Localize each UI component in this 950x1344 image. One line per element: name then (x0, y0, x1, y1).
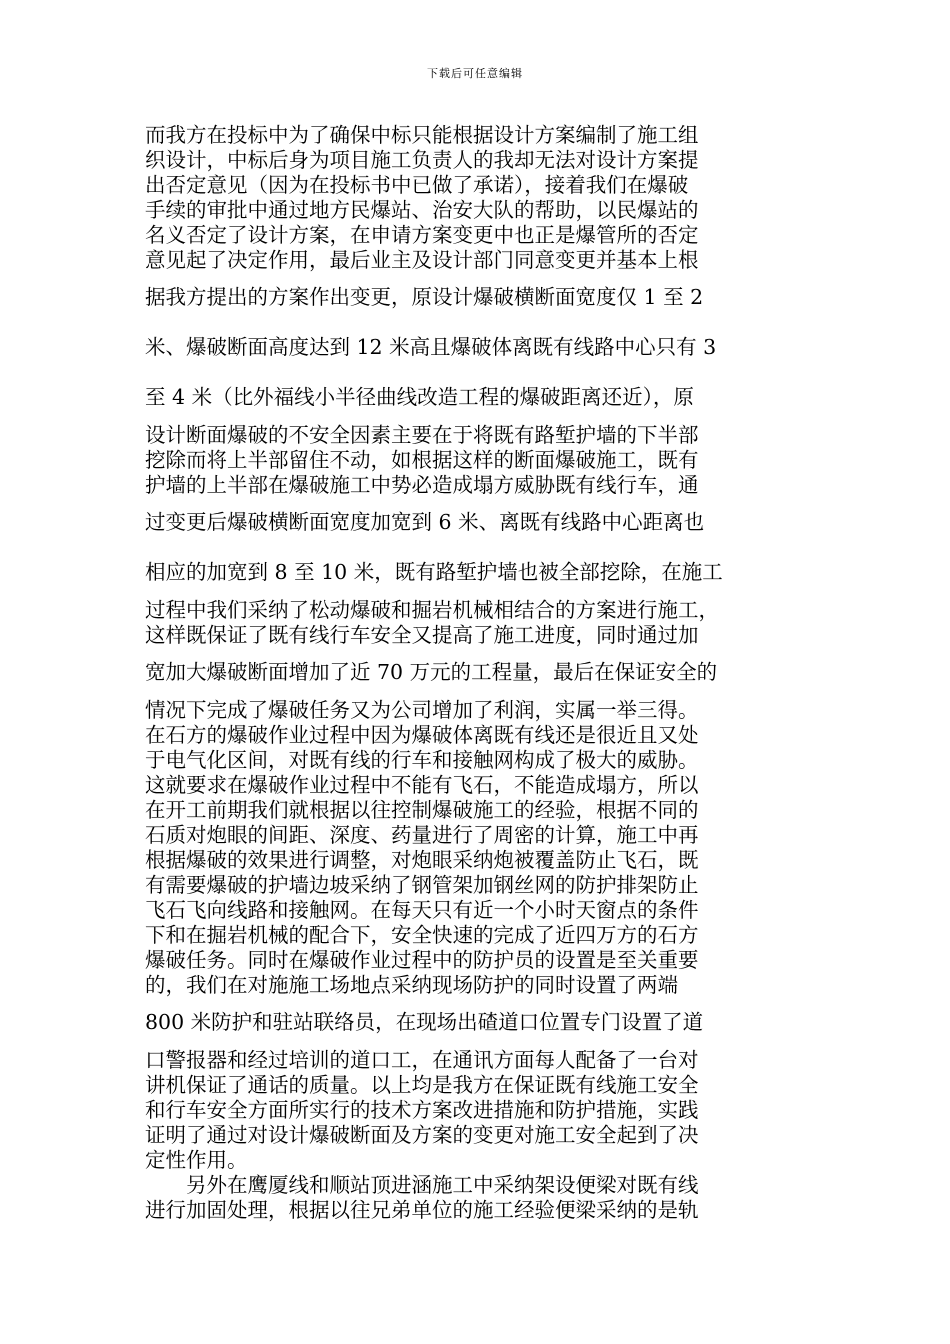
text-line: 过变更后爆破横断面宽度加宽到 6 米、离既有线路中心距离也 (145, 510, 705, 534)
text-line: 米、爆破断面高度达到 12 米高且爆破体离既有线路中心只有 3 (145, 335, 717, 359)
text-line-indented: 另外在鹰厦线和顺站顶进涵施工中采纳架设便梁对既有线 (186, 1173, 699, 1197)
text-line: 于电气化区间，对既有线的行车和接触网构成了极大的威胁。 (145, 748, 699, 772)
text-line: 出否定意见（因为在投标书中已做了承诺），接着我们在爆破 (145, 173, 689, 197)
text-line: 这就要求在爆破作业过程中不能有飞石，不能造成塌方，所以 (145, 773, 699, 797)
text-line: 护墙的上半部在爆破施工中势必造成塌方威胁既有线行车，通 (145, 473, 699, 497)
text-line: 800 米防护和驻站联络员，在现场出碴道口位置专门设置了道 (145, 1010, 704, 1034)
text-line: 名义否定了设计方案，在申请方案变更中也正是爆管所的否定 (145, 223, 699, 247)
text-line: 在石方的爆破作业过程中因为爆破体离既有线还是很近且又处 (145, 723, 699, 747)
text-line: 至 4 米（比外福线小半径曲线改造工程的爆破距离还近），原 (145, 385, 694, 409)
text-line: 下和在掘岩机械的配合下，安全快速的完成了近四万方的石方 (145, 923, 699, 947)
text-line: 意见起了决定作用，最后业主及设计部门同意变更并基本上根 (145, 248, 699, 272)
text-line: 爆破任务。同时在爆破作业过程中的防护员的设置是至关重要 (145, 948, 699, 972)
text-line: 设计断面爆破的不安全因素主要在于将既有路堑护墙的下半部 (145, 423, 699, 447)
text-line: 挖除而将上半部留住不动，如根据这样的断面爆破施工，既有 (145, 448, 699, 472)
text-line: 相应的加宽到 8 至 10 米，既有路堑护墙也被全部挖除，在施工 (145, 560, 723, 584)
text-line: 手续的审批中通过地方民爆站、治安大队的帮助，以民爆站的 (145, 198, 699, 222)
text-line: 宽加大爆破断面增加了近 70 万元的工程量，最后在保证安全的 (145, 660, 718, 684)
text-line: 定性作用。 (145, 1148, 248, 1172)
text-line: 据我方提出的方案作出变更，原设计爆破横断面宽度仅 1 至 2 (145, 285, 704, 309)
text-line: 口警报器和经过培训的道口工，在通讯方面每人配备了一台对 (145, 1048, 699, 1072)
text-line: 在开工前期我们就根据以往控制爆破施工的经验，根据不同的 (145, 798, 699, 822)
text-line: 讲机保证了通话的质量。以上均是我方在保证既有线施工安全 (145, 1073, 699, 1097)
text-line: 和行车安全方面所实行的技术方案改进措施和防护措施，实践 (145, 1098, 699, 1122)
text-line: 情况下完成了爆破任务又为公司增加了利润，实属一举三得。 (145, 698, 699, 722)
text-line: 过程中我们采纳了松动爆破和掘岩机械相结合的方案进行施工， (145, 598, 719, 622)
text-line: 根据爆破的效果进行调整，对炮眼采纳炮被覆盖防止飞石，既 (145, 848, 699, 872)
page-header: 下载后可任意编辑 (427, 67, 523, 80)
text-line: 有需要爆破的护墙边坡采纳了钢管架加钢丝网的防护排架防止 (145, 873, 699, 897)
text-line: 这样既保证了既有线行车安全又提高了施工进度，同时通过加 (145, 623, 699, 647)
text-line: 织设计，中标后身为项目施工负责人的我却无法对设计方案提 (145, 148, 699, 172)
text-line: 证明了通过对设计爆破断面及方案的变更对施工安全起到了决 (145, 1123, 699, 1147)
text-line: 的，我们在对施施工场地点采纳现场防护的同时设置了两端 (145, 973, 678, 997)
text-line: 石质对炮眼的间距、深度、药量进行了周密的计算，施工中再 (145, 823, 699, 847)
text-line: 进行加固处理，根据以往兄弟单位的施工经验便梁采纳的是轨 (145, 1198, 699, 1222)
text-line: 飞石飞向线路和接触网。在每天只有近一个小时天窗点的条件 (145, 898, 699, 922)
text-line: 而我方在投标中为了确保中标只能根据设计方案编制了施工组 (145, 123, 699, 147)
